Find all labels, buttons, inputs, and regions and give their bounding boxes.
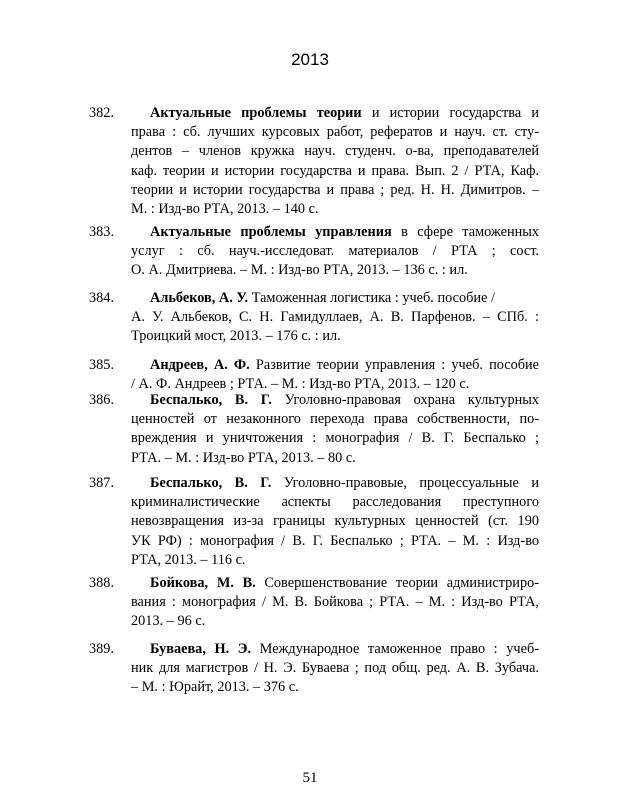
- entry-title: Бойкова, М. В.: [150, 575, 256, 591]
- entry-line: невозвращения из-за границы культурных ценностей (ст. 190: [131, 513, 539, 530]
- entry-title: Альбеков, А. У.: [150, 290, 249, 306]
- entry-line: Беспалько, В. Г. Уголовно-правовые, процессуальные и: [150, 475, 540, 491]
- entry-number: 386.: [89, 392, 115, 408]
- entry-title: Андреев, А. Ф.: [150, 357, 250, 373]
- list-item: [89, 289, 539, 347]
- list-item: [89, 104, 539, 219]
- entry-line: УК РФ) : монография / В. Г. Беспалько ; РТА. – М. : Изд-во: [131, 532, 539, 549]
- entry-number: 389.: [89, 641, 115, 657]
- page-header-year: 2013: [291, 50, 329, 69]
- list-item: [89, 223, 539, 281]
- entry-title: Беспалько, В. Г.: [150, 475, 272, 491]
- entry-line: М. : Изд-во РТА, 2013. – 140 с.: [131, 201, 319, 218]
- entry-line: 2013. – 96 с.: [131, 613, 206, 630]
- entry-line: Андреев, А. Ф. Развитие теории управления : учеб. пособие: [150, 357, 539, 373]
- entry-line: Актуальные проблемы управления в сфере таможенных: [150, 224, 540, 240]
- entry-line: криминалистические аспекты расследования преступного: [131, 494, 539, 511]
- entry-line: ценностей от незаконного перехода права собственности, по-: [131, 411, 539, 428]
- entry-line: Бойкова, М. В. Совершенствование теории администриро-: [150, 575, 539, 591]
- entry-number: 383.: [89, 224, 115, 240]
- entry-line: / А. Ф. Андреев ; РТА. – М. : Изд-во РТА, 2013. – 120 с.: [131, 376, 470, 393]
- list-item: [89, 391, 539, 468]
- list-item: [89, 356, 539, 394]
- entry-number: 384.: [89, 290, 115, 306]
- entry-line: права : сб. лучших курсовых работ, рефератов и науч. ст. сту-: [131, 124, 539, 141]
- entry-line: О. А. Дмитриева. – М. : Изд-во РТА, 2013. – 136 с. : ил.: [131, 262, 468, 279]
- entry-line: А. У. Альбеков, С. Н. Гамидуллаев, А. В. Парфенов. – СПб. :: [131, 309, 539, 326]
- entry-line: ник для магистров / Н. Э. Буваева ; под общ. ред. А. В. Зубача.: [131, 660, 539, 677]
- list-item: [89, 474, 539, 570]
- entry-title: Буваева, Н. Э.: [150, 641, 252, 657]
- entry-line: дентов – членов кружка науч. студенч. о-ва, преподавателей: [131, 143, 539, 160]
- entry-title: Беспалько, В. Г.: [150, 392, 272, 408]
- list-item: [89, 640, 539, 698]
- entry-line: Альбеков, А. У. Таможенная логистика : учеб. пособие /: [150, 290, 495, 306]
- entry-line: вреждения и уничтожения : монография / В. Г. Беспалько ;: [131, 430, 539, 447]
- entry-line: вания : монография / М. В. Бойкова ; РТА. – М. : Изд-во РТА,: [131, 594, 539, 611]
- entry-line: РТА, 2013. – 116 с.: [131, 551, 246, 568]
- entry-line: Беспалько, В. Г. Уголовно-правовая охрана культурных: [150, 392, 539, 408]
- entry-line: РТА. – М. : Изд-во РТА, 2013. – 80 с.: [131, 449, 356, 466]
- entry-number: 387.: [89, 475, 115, 491]
- entry-title: Актуальные проблемы теории: [150, 105, 362, 121]
- entry-line: Актуальные проблемы теории и истории государства и: [150, 105, 539, 121]
- page-number: 51: [302, 770, 318, 786]
- entry-line: – М. : Юрайт, 2013. – 376 с.: [131, 679, 299, 696]
- entry-line: Буваева, Н. Э. Международное таможенное право : учеб-: [150, 641, 539, 657]
- list-item: [89, 574, 539, 632]
- entry-line: Троицкий мост, 2013. – 176 с. : ил.: [131, 328, 341, 345]
- entry-line: услуг : сб. науч.-исследоват. материалов / РТА ; сост.: [131, 243, 539, 260]
- entry-number: 385.: [89, 357, 115, 373]
- entry-line: теории и истории государства и права ; ред. Н. Н. Димитров. –: [131, 181, 539, 198]
- entry-line: каф. теории и истории государства и права. Вып. 2 / РТА, Каф.: [131, 162, 539, 179]
- entry-number: 388.: [89, 575, 115, 591]
- entry-title: Актуальные проблемы управления: [150, 224, 392, 240]
- entry-number: 382.: [89, 105, 115, 121]
